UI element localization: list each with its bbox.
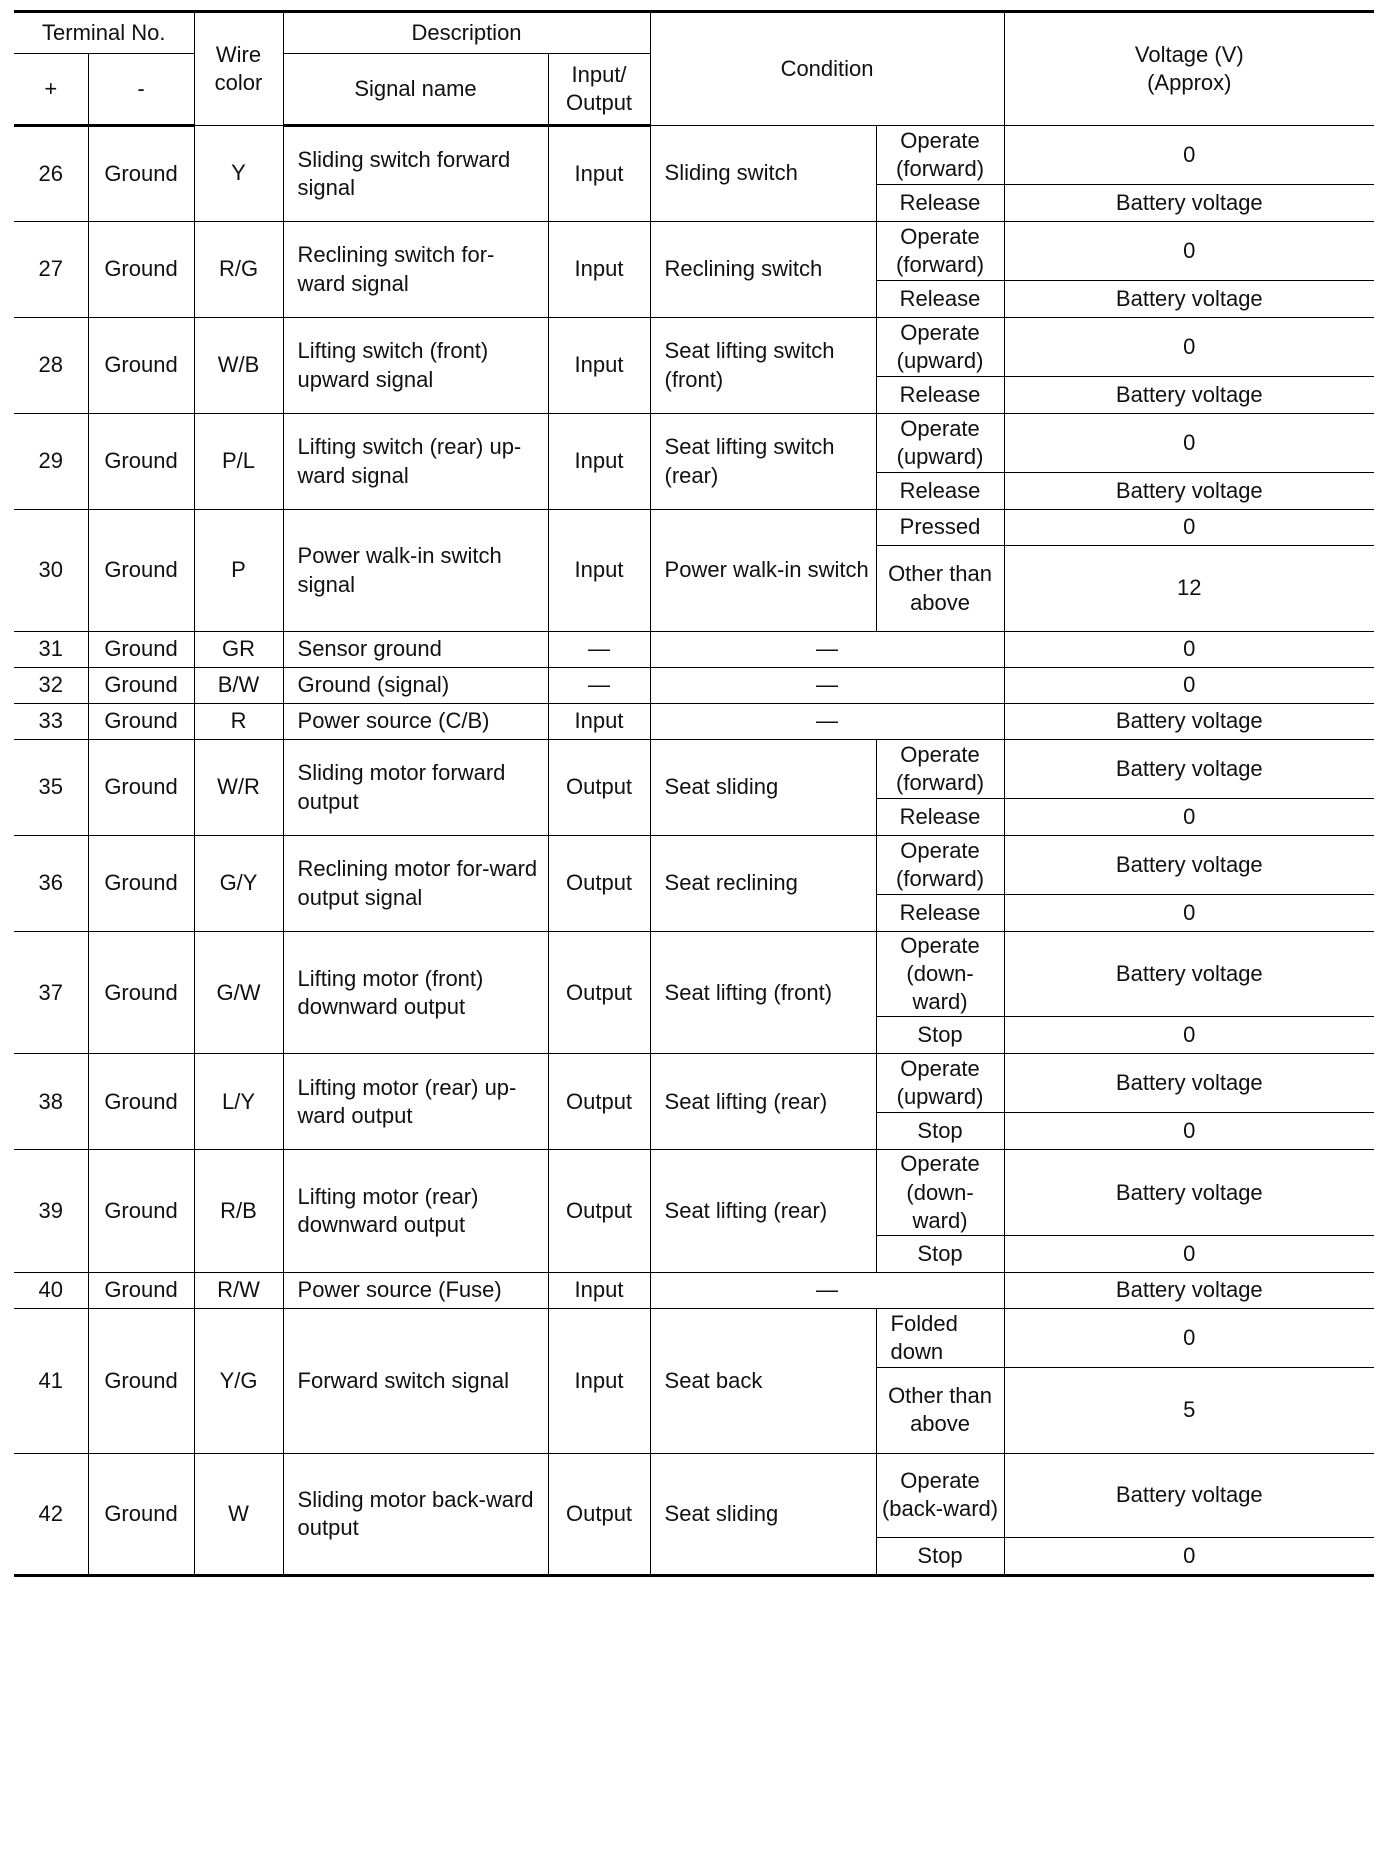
voltage: Battery voltage	[1004, 1150, 1374, 1235]
terminal-minus: Ground	[88, 1308, 194, 1453]
terminal-minus: Ground	[88, 632, 194, 668]
voltage: Battery voltage	[1004, 836, 1374, 895]
terminal-plus: 29	[14, 414, 88, 510]
sub-condition: Pressed	[876, 510, 1004, 546]
terminal-minus: Ground	[88, 318, 194, 414]
condition: Seat lifting switch (front)	[650, 318, 876, 414]
sub-condition: Stop	[876, 1017, 1004, 1054]
wire-color: Y	[194, 126, 283, 222]
sub-condition: Operate (down-ward)	[876, 1150, 1004, 1235]
terminal-plus: 38	[14, 1054, 88, 1150]
condition: Power walk-in switch	[650, 510, 876, 632]
header-minus: -	[88, 54, 194, 126]
wire-color: Y/G	[194, 1308, 283, 1453]
table-row	[14, 932, 1374, 1017]
signal-name: Power source (Fuse)	[283, 1272, 548, 1308]
terminal-plus: 28	[14, 318, 88, 414]
signal-name: Sliding motor back-ward output	[283, 1453, 548, 1575]
sub-condition: Operate (upward)	[876, 414, 1004, 473]
wire-color: L/Y	[194, 1054, 283, 1150]
signal-name: Sliding switch forward signal	[283, 126, 548, 222]
voltage: 0	[1004, 1113, 1374, 1150]
condition: —	[650, 632, 1004, 668]
voltage: 0	[1004, 1017, 1374, 1054]
terminal-minus: Ground	[88, 704, 194, 740]
voltage: Battery voltage	[1004, 1054, 1374, 1113]
terminal-minus: Ground	[88, 668, 194, 704]
wire-color: R/W	[194, 1272, 283, 1308]
wire-color: P/L	[194, 414, 283, 510]
voltage: 0	[1004, 895, 1374, 932]
header-input-output: Input/ Output	[548, 54, 650, 126]
sub-condition: Operate (upward)	[876, 1054, 1004, 1113]
terminal-minus: Ground	[88, 510, 194, 632]
voltage: Battery voltage	[1004, 704, 1374, 740]
signal-name: Reclining switch for-ward signal	[283, 222, 548, 318]
wire-color: GR	[194, 632, 283, 668]
sub-condition: Operate (forward)	[876, 222, 1004, 281]
voltage: 5	[1004, 1367, 1374, 1453]
condition: Seat sliding	[650, 1453, 876, 1575]
input-output: Input	[548, 510, 650, 632]
voltage: 12	[1004, 546, 1374, 632]
header-description: Description	[283, 12, 650, 54]
table-row	[14, 318, 1374, 377]
terminal-plus: 26	[14, 126, 88, 222]
condition: Seat sliding	[650, 740, 876, 836]
terminal-plus: 31	[14, 632, 88, 668]
signal-name: Reclining motor for-ward output signal	[283, 836, 548, 932]
terminal-plus: 41	[14, 1308, 88, 1453]
header-voltage: Voltage (V) (Approx)	[1004, 12, 1374, 126]
terminal-spec-table	[14, 10, 1374, 1577]
header-terminal-no: Terminal No.	[14, 12, 194, 54]
input-output: Input	[548, 414, 650, 510]
sub-condition: Operate (forward)	[876, 126, 1004, 185]
signal-name: Lifting motor (rear) up-ward output	[283, 1054, 548, 1150]
input-output: Output	[548, 1150, 650, 1272]
terminal-minus: Ground	[88, 932, 194, 1054]
sub-condition: Operate (down-ward)	[876, 932, 1004, 1017]
input-output: Input	[548, 1272, 650, 1308]
voltage: 0	[1004, 1537, 1374, 1575]
voltage: Battery voltage	[1004, 185, 1374, 222]
signal-name: Lifting motor (front) downward output	[283, 932, 548, 1054]
terminal-minus: Ground	[88, 836, 194, 932]
voltage: Battery voltage	[1004, 377, 1374, 414]
wire-color: G/W	[194, 932, 283, 1054]
input-output: Input	[548, 126, 650, 222]
header-plus: +	[14, 54, 88, 126]
sub-condition: Stop	[876, 1113, 1004, 1150]
condition: Sliding switch	[650, 126, 876, 222]
input-output: Input	[548, 1308, 650, 1453]
voltage: 0	[1004, 1308, 1374, 1367]
table-row	[14, 1272, 1374, 1308]
signal-name: Sliding motor forward output	[283, 740, 548, 836]
sub-condition: Operate (forward)	[876, 836, 1004, 895]
sub-condition: Other than above	[876, 546, 1004, 632]
signal-name: Ground (signal)	[283, 668, 548, 704]
condition: Seat lifting (rear)	[650, 1150, 876, 1272]
terminal-plus: 33	[14, 704, 88, 740]
voltage: Battery voltage	[1004, 473, 1374, 510]
voltage: Battery voltage	[1004, 1453, 1374, 1537]
wire-color: R/G	[194, 222, 283, 318]
table-row	[14, 1308, 1374, 1367]
terminal-minus: Ground	[88, 740, 194, 836]
condition: Seat back	[650, 1308, 876, 1453]
table-row	[14, 836, 1374, 895]
input-output: Input	[548, 318, 650, 414]
table-row	[14, 222, 1374, 281]
terminal-plus: 40	[14, 1272, 88, 1308]
terminal-plus: 37	[14, 932, 88, 1054]
condition: Seat lifting (front)	[650, 932, 876, 1054]
condition: Seat reclining	[650, 836, 876, 932]
terminal-plus: 39	[14, 1150, 88, 1272]
terminal-plus: 35	[14, 740, 88, 836]
voltage: 0	[1004, 799, 1374, 836]
header-condition: Condition	[650, 12, 1004, 126]
input-output: Input	[548, 704, 650, 740]
table-row	[14, 740, 1374, 799]
wire-color: W/R	[194, 740, 283, 836]
sub-condition: Release	[876, 377, 1004, 414]
table-row	[14, 1054, 1374, 1113]
terminal-minus: Ground	[88, 1150, 194, 1272]
wire-color: P	[194, 510, 283, 632]
voltage: Battery voltage	[1004, 740, 1374, 799]
sub-condition: Operate (upward)	[876, 318, 1004, 377]
wire-color: B/W	[194, 668, 283, 704]
voltage: 0	[1004, 318, 1374, 377]
terminal-plus: 42	[14, 1453, 88, 1575]
voltage: 0	[1004, 414, 1374, 473]
condition: Reclining switch	[650, 222, 876, 318]
voltage: Battery voltage	[1004, 281, 1374, 318]
wire-color: W/B	[194, 318, 283, 414]
input-output: Output	[548, 1054, 650, 1150]
input-output: Output	[548, 740, 650, 836]
voltage: 0	[1004, 1235, 1374, 1272]
sub-condition: Release	[876, 895, 1004, 932]
header-wire-color: Wire color	[194, 12, 283, 126]
terminal-plus: 32	[14, 668, 88, 704]
header-signal-name: Signal name	[283, 54, 548, 126]
input-output: —	[548, 668, 650, 704]
table-row	[14, 1150, 1374, 1235]
signal-name: Power walk-in switch signal	[283, 510, 548, 632]
voltage: 0	[1004, 632, 1374, 668]
table-row	[14, 632, 1374, 668]
voltage: Battery voltage	[1004, 1272, 1374, 1308]
sub-condition: Release	[876, 281, 1004, 318]
wire-color: R	[194, 704, 283, 740]
wire-color: R/B	[194, 1150, 283, 1272]
terminal-minus: Ground	[88, 1453, 194, 1575]
sub-condition: Release	[876, 185, 1004, 222]
sub-condition: Release	[876, 473, 1004, 510]
sub-condition: Folded down	[876, 1308, 1004, 1367]
input-output: Output	[548, 932, 650, 1054]
terminal-plus: 27	[14, 222, 88, 318]
voltage: 0	[1004, 510, 1374, 546]
signal-name: Lifting switch (rear) up-ward signal	[283, 414, 548, 510]
terminal-minus: Ground	[88, 1272, 194, 1308]
input-output: —	[548, 632, 650, 668]
terminal-minus: Ground	[88, 414, 194, 510]
voltage: 0	[1004, 668, 1374, 704]
sub-condition: Operate (back-ward)	[876, 1453, 1004, 1537]
condition: —	[650, 1272, 1004, 1308]
condition: —	[650, 668, 1004, 704]
table-row	[14, 510, 1374, 546]
signal-name: Forward switch signal	[283, 1308, 548, 1453]
input-output: Output	[548, 1453, 650, 1575]
voltage: 0	[1004, 126, 1374, 185]
wire-color: G/Y	[194, 836, 283, 932]
input-output: Output	[548, 836, 650, 932]
sub-condition: Operate (forward)	[876, 740, 1004, 799]
signal-name: Sensor ground	[283, 632, 548, 668]
terminal-plus: 30	[14, 510, 88, 632]
terminal-minus: Ground	[88, 126, 194, 222]
signal-name: Power source (C/B)	[283, 704, 548, 740]
input-output: Input	[548, 222, 650, 318]
signal-name: Lifting switch (front) upward signal	[283, 318, 548, 414]
voltage: Battery voltage	[1004, 932, 1374, 1017]
condition: —	[650, 704, 1004, 740]
terminal-minus: Ground	[88, 1054, 194, 1150]
table-row	[14, 414, 1374, 473]
condition: Seat lifting switch (rear)	[650, 414, 876, 510]
sub-condition: Other than above	[876, 1367, 1004, 1453]
condition: Seat lifting (rear)	[650, 1054, 876, 1150]
table-row	[14, 1453, 1374, 1537]
wire-color: W	[194, 1453, 283, 1575]
terminal-minus: Ground	[88, 222, 194, 318]
voltage: 0	[1004, 222, 1374, 281]
table-row	[14, 704, 1374, 740]
table-row	[14, 126, 1374, 185]
terminal-plus: 36	[14, 836, 88, 932]
signal-name: Lifting motor (rear) downward output	[283, 1150, 548, 1272]
sub-condition: Stop	[876, 1235, 1004, 1272]
sub-condition: Release	[876, 799, 1004, 836]
table-row	[14, 668, 1374, 704]
sub-condition: Stop	[876, 1537, 1004, 1575]
